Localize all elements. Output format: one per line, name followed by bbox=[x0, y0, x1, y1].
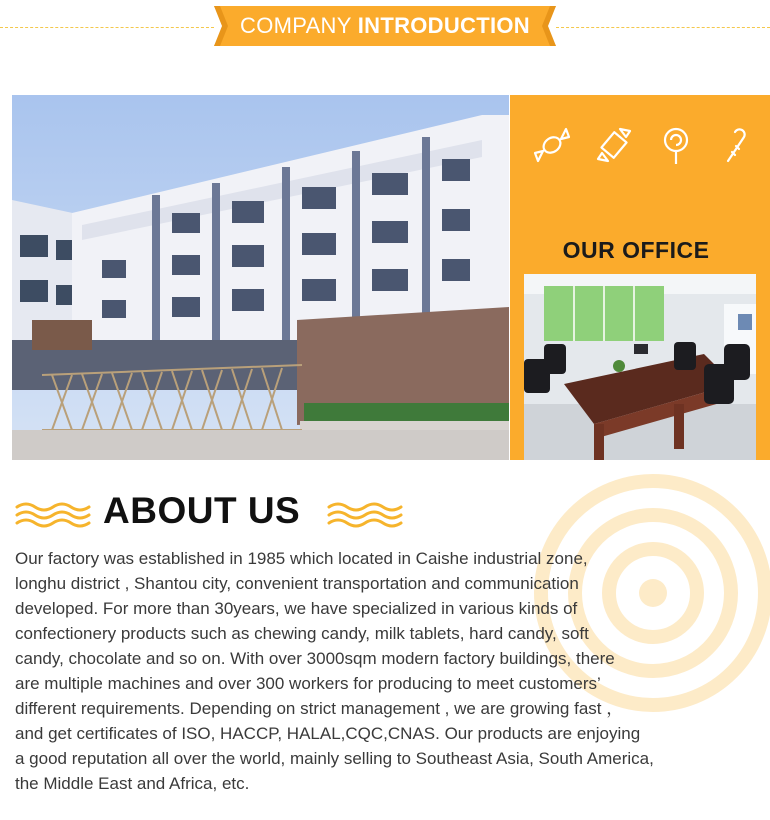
about-title: ABOUT US bbox=[103, 490, 301, 531]
candy-bar-icon bbox=[594, 125, 634, 165]
title-bold-part: INTRODUCTION bbox=[357, 13, 530, 38]
factory-building-photo bbox=[12, 95, 509, 460]
about-line: a good reputation all over the world, mainly selling to Southeast Asia, South America, bbox=[15, 749, 654, 768]
candy-cane-icon bbox=[718, 125, 758, 165]
about-line: developed. For more than 30years, we have specialized in various kinds of bbox=[15, 599, 578, 618]
about-line: are multiple machines and over 300 workers for producing to meet customers’ bbox=[15, 674, 601, 693]
wave-decoration-right-icon bbox=[327, 500, 403, 530]
about-line: the Middle East and Africa, etc. bbox=[15, 774, 250, 793]
wrapped-candy-icon bbox=[532, 125, 572, 165]
title-light-part: COMPANY bbox=[240, 13, 352, 38]
header-dashed-line-left bbox=[0, 27, 214, 28]
lollipop-icon bbox=[656, 125, 696, 165]
office-title: OUR OFFICE bbox=[562, 237, 710, 263]
page-title bbox=[214, 6, 556, 46]
about-line: different requirements. Depending on strict management , we are growing fast ， bbox=[15, 699, 624, 718]
about-text bbox=[15, 546, 765, 796]
wave-decoration-left-icon bbox=[15, 500, 91, 530]
office-room-photo bbox=[524, 274, 756, 460]
header-dashed-line-right bbox=[556, 27, 770, 28]
about-line: candy, chocolate and so on. With over 3000sqm modern factory buildings, there bbox=[15, 649, 615, 668]
factory-photo bbox=[12, 95, 509, 460]
about-line: and get certificates of ISO, HACCP, HALAL,CQC,CNAS. Our products are enjoying bbox=[15, 724, 641, 743]
title-banner bbox=[214, 6, 556, 46]
about-line: Our factory was established in 1985 which located in Caishe industrial zone, bbox=[15, 549, 588, 568]
about-line: confectionery products such as chewing candy, milk tablets, hard candy, soft bbox=[15, 624, 589, 643]
office-panel bbox=[510, 95, 770, 460]
about-line: longhu district , Shantou city, convenient transportation and communication bbox=[15, 574, 579, 593]
office-photo bbox=[524, 274, 756, 460]
